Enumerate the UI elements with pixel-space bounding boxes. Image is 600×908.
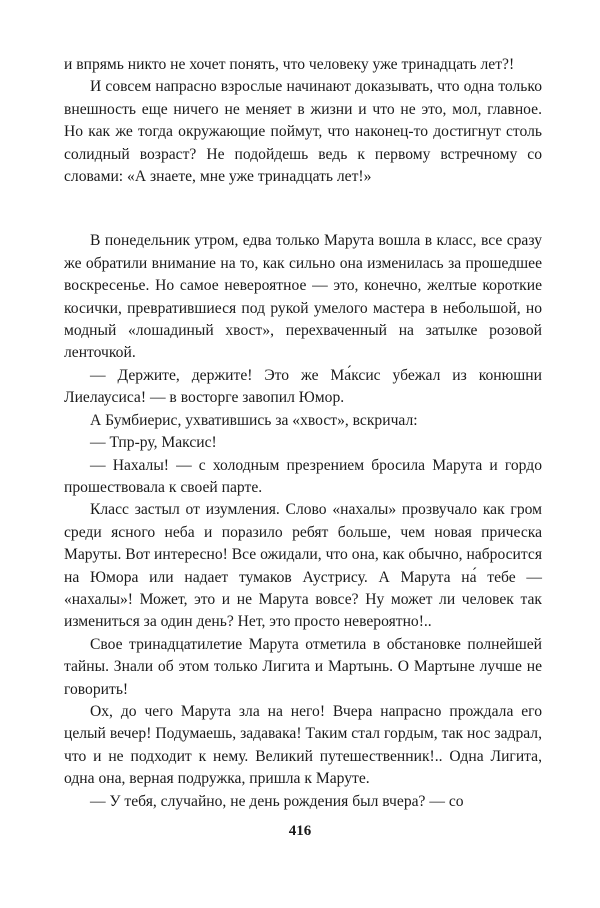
book-page — [64, 54, 542, 813]
section-break — [64, 188, 542, 230]
paragraph: И совсем напрасно взрослые начинают доказывать, что одна только внешность еще ничего не меняет в жизни и что не это, мол, главное. Но как же тогда окружающие поймут, что наконец-то достигнут столь солидный возраст? Не подойдешь ведь к первому встречному со словами: «А знаете, мне уже тринадцать лет!» — [64, 78, 542, 186]
paragraph: А Бумбиерис, ухватившись за «хвост», вскричал: — [90, 411, 418, 429]
paragraph: Ох, до чего Марута зла на него! Вчера напрасно прождала его целый вечер! Подумаешь, задавака! Таким стал гордым, так нос задрал, что и не подходит к нему. Великий путешественник!.. Одна Лигита, одна она, верная подружка, пришла к Маруте. — [64, 702, 542, 788]
page-number: 416 — [288, 823, 312, 839]
paragraph-continuation: и впрямь никто не хочет понять, что человеку уже тринадцать лет?! — [64, 56, 515, 73]
dialogue-line: — У тебя, случайно, не день рождения был вчера? — со — [90, 792, 464, 810]
dialogue-line: — Тпр-ру, Максис! — [90, 434, 217, 452]
dialogue-line: — Нахалы! — с холодным презрением бросила Марута и гордо прошествовала к своей парте. — [64, 456, 542, 496]
paragraph: Класс застыл от изумления. Слово «нахалы» прозвучало как гром среди ясного неба и поразило ребят больше, чем новая прическа Маруты. Вот интересно! Все ожидали, что она, как обычно, набросится на Юмора или надает тумаков Аустрису. А Марута на́ тебе — «нахалы»! Может, это и не Марута вовсе? Ну может ли человек так измениться за один день? Нет, это просто невероятно!.. — [64, 501, 542, 631]
paragraph: В понедельник утром, едва только Марута вошла в класс, все сразу же обратили внимание на то, как сильно она изменилась за прошедшее воскресенье. Но самое невероятное — это, конечно, желтые короткие косички, превратившиеся под рукой умелого мастера в небольшой, но модный «лошадиный хвост», перехваченный на затылке розовой ленточкой. — [64, 232, 542, 362]
dialogue-line: — Держите, держите! Это же Ма́ксис убежал из конюшни Лиелаусиса! — в восторге завопил Юмор. — [64, 366, 542, 407]
paragraph: Свое тринадцатилетие Марута отметила в обстановке полнейшей тайны. Знали об этом только Лигита и Мартынь. О Мартыне лучше не говорить! — [64, 635, 542, 698]
